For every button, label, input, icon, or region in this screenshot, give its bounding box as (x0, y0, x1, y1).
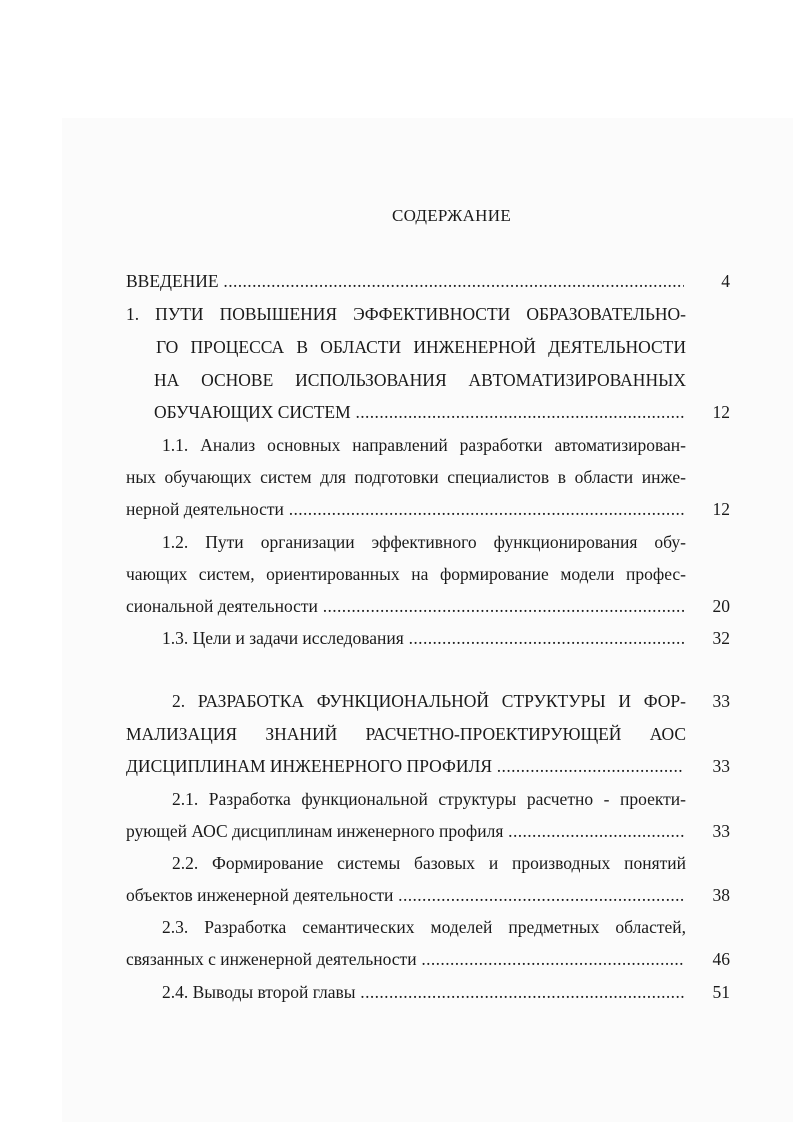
toc-entry-label: ОБУЧАЮЩИХ СИСТЕМ (154, 402, 351, 422)
toc-page-number: 4 (721, 271, 730, 291)
toc-section-2-3-line1[interactable]: 2.3. Разработка семантических моделей предметных областей, (162, 917, 686, 937)
toc-section-1-2-line3[interactable] (126, 595, 684, 617)
toc-page-number: 33 (712, 821, 730, 841)
toc-chapter1-line4[interactable] (154, 401, 684, 423)
toc-section-1-3[interactable] (162, 627, 684, 649)
toc-section-1-1-line3[interactable] (126, 498, 684, 520)
toc-page-number: 12 (712, 402, 730, 422)
toc-entry-label: 1.3. Цели и задачи исследования (162, 628, 404, 648)
toc-section-1-1-line2[interactable]: ных обучающих систем для подготовки специалистов в области инже- (126, 467, 686, 487)
toc-entry-label: 2.4. Выводы второй главы (162, 982, 356, 1002)
toc-page-number: 33 (712, 756, 730, 776)
toc-chapter1-line2[interactable]: ГО ПРОЦЕССА В ОБЛАСТИ ИНЖЕНЕРНОЙ ДЕЯТЕЛЬНОСТИ (156, 337, 686, 357)
toc-page-number: 33 (712, 691, 730, 711)
toc-chapter2-line1[interactable]: 2. РАЗРАБОТКА ФУНКЦИОНАЛЬНОЙ СТРУКТУРЫ И ФОР- (172, 691, 686, 711)
toc-chapter1-line1[interactable]: 1. ПУТИ ПОВЫШЕНИЯ ЭФФЕКТИВНОСТИ ОБРАЗОВАТЕЛЬНО- (126, 304, 686, 324)
page-background (62, 118, 793, 1122)
toc-section-2-2-line1[interactable]: 2.2. Формирование системы базовых и производных понятий (172, 853, 686, 873)
toc-section-1-2-line2[interactable]: чающих систем, ориентированных на формирование модели профес- (126, 564, 686, 584)
toc-section-1-2-line1[interactable]: 1.2. Пути организации эффективного функционирования обу- (162, 532, 686, 552)
toc-chapter2-line3[interactable] (126, 755, 684, 777)
toc-chapter2-line2[interactable]: МАЛИЗАЦИЯ ЗНАНИЙ РАСЧЕТНО-ПРОЕКТИРУЮЩЕЙ АОС (126, 724, 686, 744)
toc-section-1-1-line1[interactable]: 1.1. Анализ основных направлений разработки автоматизирован- (162, 435, 686, 455)
toc-section-2-4[interactable] (162, 981, 684, 1003)
toc-entry-introduction[interactable] (126, 270, 684, 292)
toc-section-2-1-line1[interactable]: 2.1. Разработка функциональной структуры расчетно - проекти- (172, 789, 686, 809)
toc-page-number: 38 (712, 885, 730, 905)
toc-entry-label: рующей АОС дисциплинам инженерного профиля (126, 821, 504, 841)
toc-page-number: 12 (712, 499, 730, 519)
toc-section-2-2-line2[interactable] (126, 884, 684, 906)
toc-entry-label: ВВЕДЕНИЕ (126, 271, 219, 291)
page-title: СОДЕРЖАНИЕ (391, 206, 512, 225)
toc-entry-label: сиональной деятельности (126, 596, 318, 616)
toc-chapter1-line3[interactable]: НА ОСНОВЕ ИСПОЛЬЗОВАНИЯ АВТОМАТИЗИРОВАННЫХ (154, 370, 686, 390)
toc-entry-label: объектов инженерной деятельности (126, 885, 394, 905)
toc-entry-label: связанных с инженерной деятельности (126, 949, 417, 969)
toc-section-2-1-line2[interactable] (126, 820, 684, 842)
toc-section-2-3-line2[interactable] (126, 948, 684, 970)
toc-page-number: 32 (712, 628, 730, 648)
toc-entry-label: ДИСЦИПЛИНАМ ИНЖЕНЕРНОГО ПРОФИЛЯ (126, 756, 492, 776)
toc-page-number: 20 (712, 596, 730, 616)
toc-page-number: 46 (712, 949, 730, 969)
toc-page-number: 51 (712, 982, 730, 1002)
toc-entry-label: нерной деятельности (126, 499, 284, 519)
